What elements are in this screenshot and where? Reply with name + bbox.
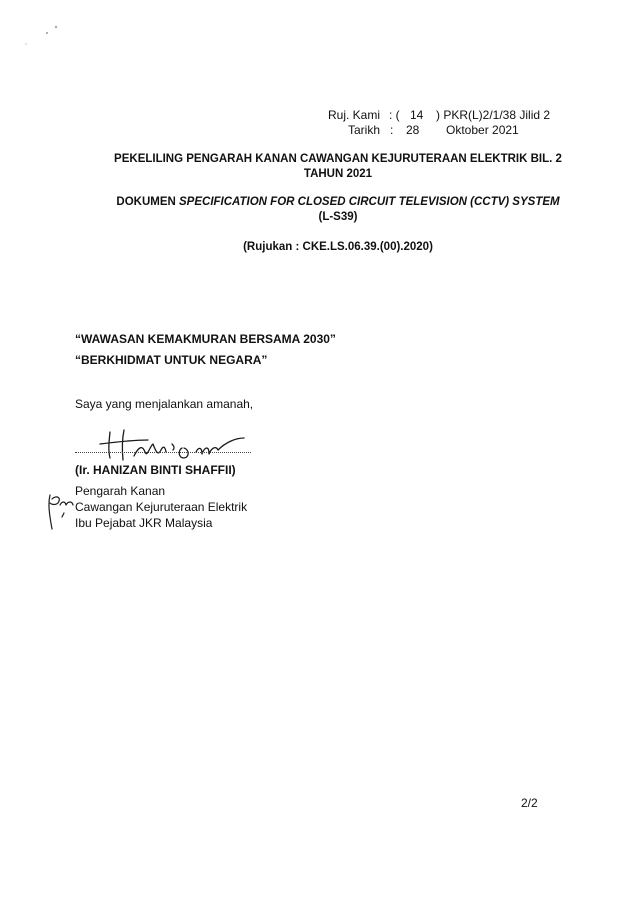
date-month-year: Oktober 2021 [446,123,519,137]
date-row [326,123,558,138]
handwritten-signature [96,422,246,466]
ref-label: Ruj. Kami [328,108,381,122]
page-number: 2/2 [521,796,538,810]
scan-specks [0,0,80,60]
signatory-name: (Ir. HANIZAN BINTI SHAFFII) [75,463,236,477]
ref-suffix: ) PKR(L)2/1/38 Jilid 2 [436,108,551,122]
handwritten-initial [40,491,76,531]
reference-block [326,108,558,138]
circular-title-line2: TAHUN 2021 [303,168,373,180]
ref-number: 14 [410,108,424,122]
signatory-title: Pengarah Kanan [75,484,166,498]
motto-block [75,329,336,371]
ref-separator: : ( [389,108,400,122]
ref-row [326,108,558,123]
motto-line1: “WAWASAN KEMAKMURAN BERSAMA 2030” [75,332,336,346]
document-code: (L-S39) [318,211,358,223]
document-title-line [60,195,616,210]
document-italic-title: SPECIFICATION FOR CLOSED CIRCUIT TELEVISION (CCTV) SYSTEM [179,196,560,208]
signatory-details [75,483,247,531]
circular-title [60,152,616,182]
circular-title-line1: PEKELILING PENGARAH KANAN CAWANGAN KEJURUTERAAN ELEKTRIK BIL. 2 [114,153,562,165]
date-label: Tarikh [348,123,381,137]
closing-phrase: Saya yang menjalankan amanah, [75,397,254,411]
rujukan-line: (Rujukan : CKE.LS.06.39.(00).2020) [243,241,433,253]
date-day: 28 [406,123,420,137]
signature-line [75,452,251,453]
date-separator: : [390,123,394,137]
signatory-division: Cawangan Kejuruteraan Elektrik [75,500,248,514]
signatory-office: Ibu Pejabat JKR Malaysia [75,516,213,530]
document-title [60,195,616,225]
document-prefix: DOKUMEN [116,196,180,208]
motto-line2: “BERKHIDMAT UNTUK NEGARA” [75,353,268,367]
